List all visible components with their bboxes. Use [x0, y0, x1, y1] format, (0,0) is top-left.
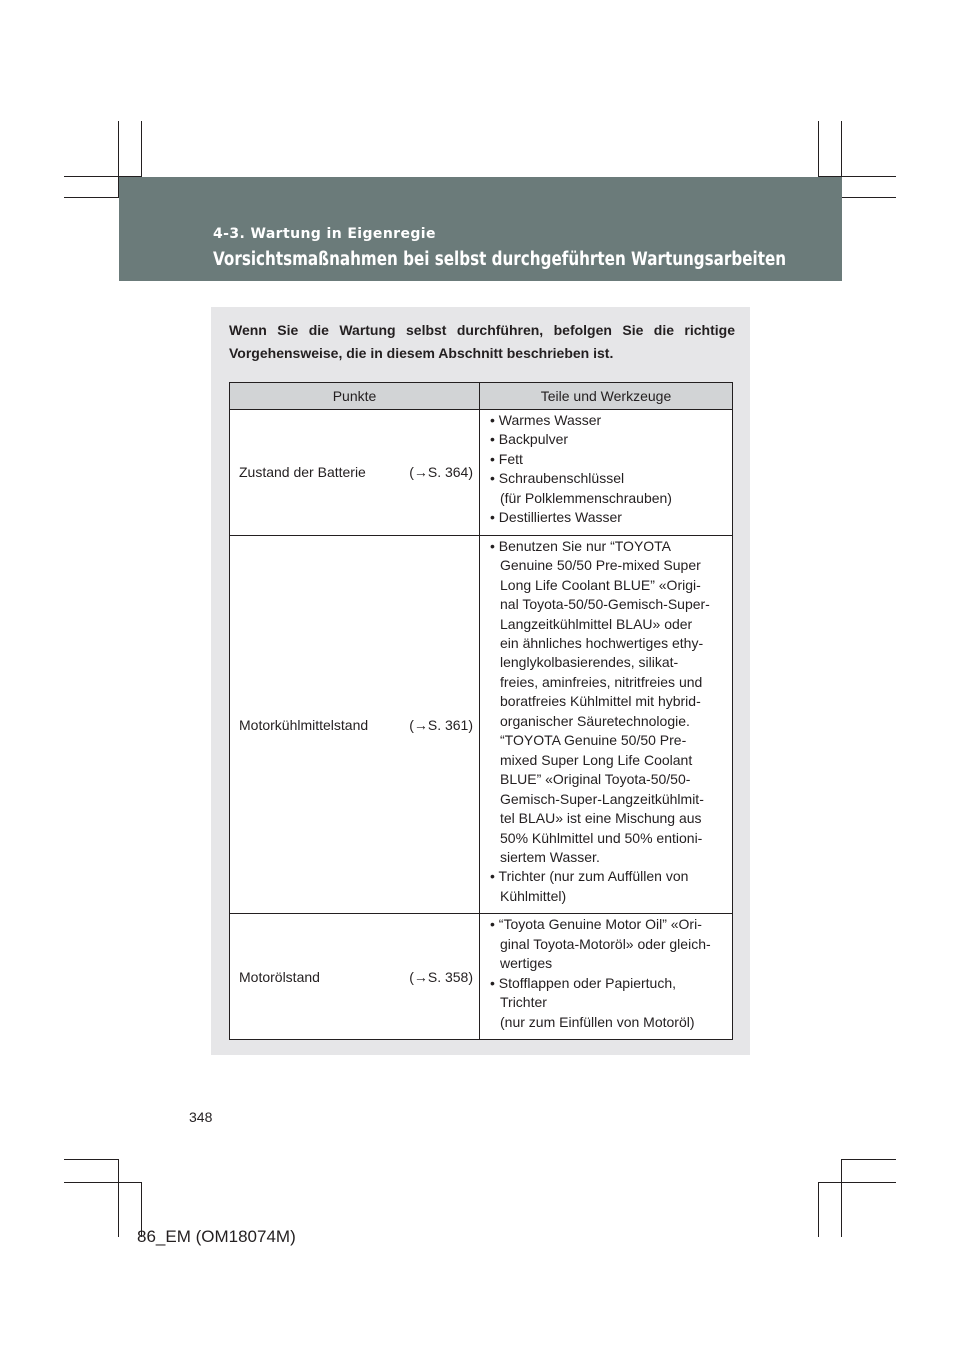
page-number: 348 [189, 1109, 213, 1125]
crop-mark [118, 1159, 119, 1237]
tools-cell [480, 410, 733, 536]
table-row [230, 535, 733, 914]
tool-item-continuation: Long Life Coolant BLUE” «Origi- [500, 576, 701, 593]
item-name: Motorkühlmittelstand [239, 716, 369, 733]
item-name: Zustand der Batterie [239, 464, 366, 481]
tool-item-continuation: (für Polklemmenschrauben) [500, 489, 672, 506]
table-header-row [230, 383, 733, 410]
crop-mark [818, 1182, 896, 1183]
crop-mark [842, 197, 896, 198]
item-cell [230, 535, 480, 914]
page-reference[interactable]: (→S. 364) [409, 464, 473, 481]
column-header-tools: Teile und Werkzeuge [480, 383, 733, 410]
table-row [230, 914, 733, 1040]
tool-item-continuation: Genuine 50/50 Pre-mixed Super [500, 557, 701, 574]
section-label: 4-3. Wartung in Eigenregie [213, 226, 436, 242]
page-reference[interactable]: (→S. 361) [409, 716, 473, 733]
tool-item: • Trichter (nur zum Auffüllen von [490, 868, 689, 885]
tool-item: • Destilliertes Wasser [490, 509, 622, 526]
tools-cell [480, 535, 733, 914]
tool-item-continuation: (nur zum Einfüllen von Motoröl) [500, 1013, 695, 1030]
tool-item-continuation: tel BLAU» ist eine Mischung aus [500, 810, 702, 827]
item-wrap [239, 717, 473, 733]
tool-item-continuation: Gemisch-Super-Langzeitkühlmit- [500, 790, 704, 807]
tool-item-continuation: nal Toyota-50/50-Gemisch-Super- [500, 596, 710, 613]
tool-item: • Fett [490, 450, 523, 467]
tool-item-continuation: Trichter [500, 994, 547, 1011]
crop-mark [841, 1159, 842, 1237]
intro-text: Wenn Sie die Wartung selbst durchführen, befolgen Sie die richtige Vorgehensweise, die in diesem Abschnitt beschrieben ist. [229, 322, 735, 361]
tool-item-continuation: 50% Kühlmittel und 50% entioni- [500, 829, 703, 846]
tool-item-continuation: siertem Wasser. [500, 848, 600, 865]
crop-mark [64, 1159, 119, 1160]
tool-item-continuation: freies, aminfreies, nitritfreies und [500, 673, 703, 690]
tool-item: • “Toyota Genuine Motor Oil” «Ori- [490, 916, 702, 933]
crop-mark [818, 1182, 819, 1237]
item-cell [230, 410, 480, 536]
tool-item-continuation: wertiges [500, 955, 553, 972]
item-wrap [239, 969, 473, 985]
tool-item-continuation: ein ähnliches hochwertiges ethy- [500, 634, 704, 651]
tool-item-continuation: boratfreies Kühlmittel mit hybrid- [500, 693, 701, 710]
item-cell [230, 914, 480, 1040]
item-name: Motorölstand [239, 968, 320, 985]
tool-item-continuation: Langzeitkühlmittel BLAU» oder [500, 615, 693, 632]
tool-item: • Benutzen Sie nur “TOYOTA [490, 537, 672, 554]
tool-item-continuation: “TOYOTA Genuine 50/50 Pre- [500, 732, 687, 749]
section-header [119, 177, 842, 281]
tool-item: • Stofflappen oder Papiertuch, [490, 974, 676, 991]
crop-mark [842, 1159, 896, 1160]
tool-item-continuation: BLUE” «Original Toyota-50/50- [500, 771, 691, 788]
column-header-items: Punkte [230, 383, 480, 410]
tool-item: • Backpulver [490, 431, 569, 448]
info-panel [211, 307, 750, 1055]
crop-mark [64, 1182, 142, 1183]
tool-item: • Warmes Wasser [490, 412, 602, 428]
tools-cell [480, 914, 733, 1040]
crop-mark [64, 197, 119, 198]
maintenance-table [229, 382, 733, 1040]
tool-item-continuation: Kühlmittel) [500, 887, 567, 904]
tool-item-continuation: mixed Super Long Life Coolant [500, 751, 693, 768]
footer-code: 86_EM (OM18074M) [137, 1227, 296, 1246]
item-wrap [239, 464, 473, 480]
table-row [230, 410, 733, 536]
tool-item-continuation: lenglykolbasierendes, silikat- [500, 654, 679, 671]
page-title: Vorsichtsmaßnahmen bei selbst durchgeführten Wartungsarbeiten [213, 249, 787, 270]
page-reference[interactable]: (→S. 358) [409, 968, 473, 985]
tool-item: • Schraubenschlüssel [490, 470, 625, 487]
tool-item-continuation: ginal Toyota-Motoröl» oder gleich- [500, 935, 711, 952]
tool-item-continuation: organischer Säuretechnologie. [500, 712, 690, 729]
